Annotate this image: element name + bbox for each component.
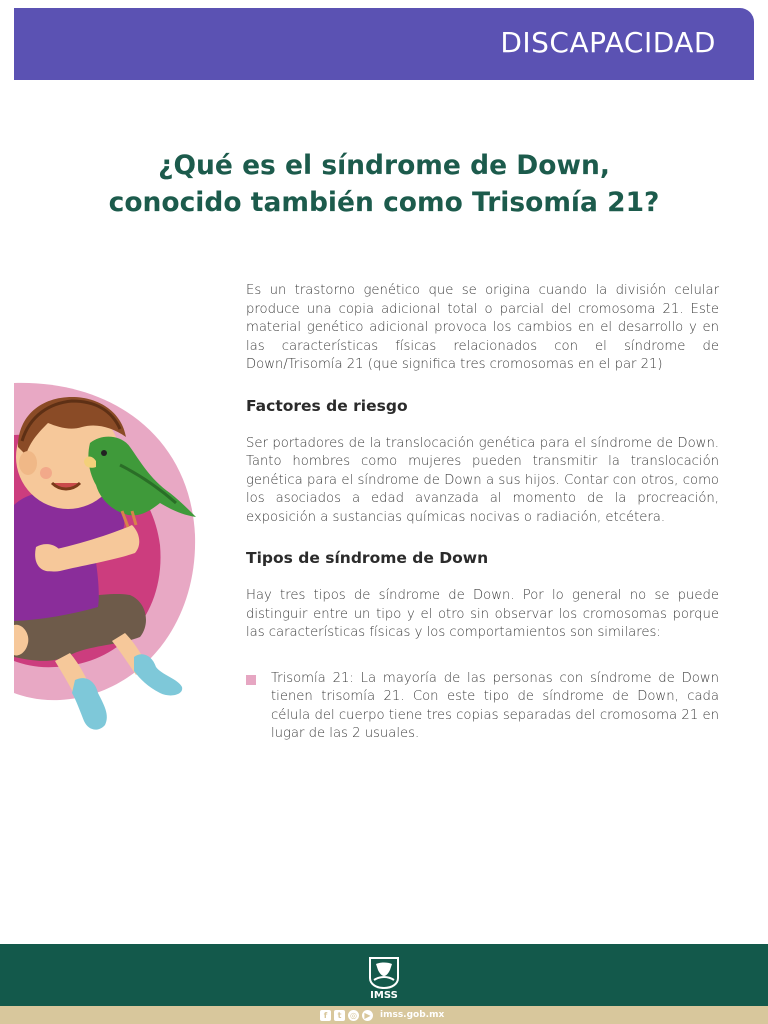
section-title: DISCAPACIDAD [500, 26, 716, 59]
youtube-icon[interactable]: ▶ [362, 1010, 373, 1021]
content-column [246, 282, 719, 744]
types-list [246, 670, 719, 744]
site-url-link[interactable]: imss.gob.mx [380, 1010, 445, 1020]
list-item [271, 670, 719, 744]
square-bullet-icon [246, 675, 256, 685]
imss-logo [364, 954, 404, 1000]
page-title-line-1: ¿Qué es el síndrome de Down, [158, 150, 610, 181]
page-title-line-2: conocido también como Trisomía 21? [108, 187, 660, 218]
facebook-icon[interactable]: f [320, 1010, 331, 1021]
risk-factors-paragraph: Ser portadores de la translocación genética para el síndrome de Down. Tanto hombres como mujeres pueden transmitir la translocación genética para el síndrome de Down a sus hijos. Contar con otros, como los asociados a edad avanzada al momento de la procreación, exposición a sustancias químicas nocivas o radiación, etcétera. [246, 435, 719, 525]
page-title [0, 147, 768, 221]
boy-with-parrot-illustration [0, 375, 215, 745]
intro-paragraph: Es un trastorno genético que se origina cuando la división celular produce una copia adicional total o parcial del cromosoma 21. Este material genético adicional provoca los cambios en el desarrollo y en las características físicas relacionados con el síndrome de Down/Trisomía 21 (que significa tres cromosomas en el par 21) [246, 283, 719, 372]
risk-factors-heading: Factores de riesgo [246, 396, 408, 415]
types-heading: Tipos de síndrome de Down [246, 549, 489, 567]
social-links [320, 1008, 444, 1022]
imss-logo-text: IMSS [370, 990, 398, 1000]
twitter-icon[interactable]: t [334, 1010, 345, 1021]
list-item-text: Trisomía 21: La mayoría de las personas con síndrome de Down tienen trisomía 21. Con este tipo de síndrome de Down, cada célula del cuerpo tiene tres copias separadas del cromosoma 21 en lugar de las 2 usuales. [271, 670, 719, 741]
header-bar [14, 8, 754, 80]
instagram-icon[interactable]: ◎ [348, 1010, 359, 1021]
types-paragraph: Hay tres tipos de síndrome de Down. Por lo general no se puede distinguir entre un tipo y el otro sin observar los cromosomas porque las características físicas y los comportamientos son similares: [246, 588, 719, 640]
